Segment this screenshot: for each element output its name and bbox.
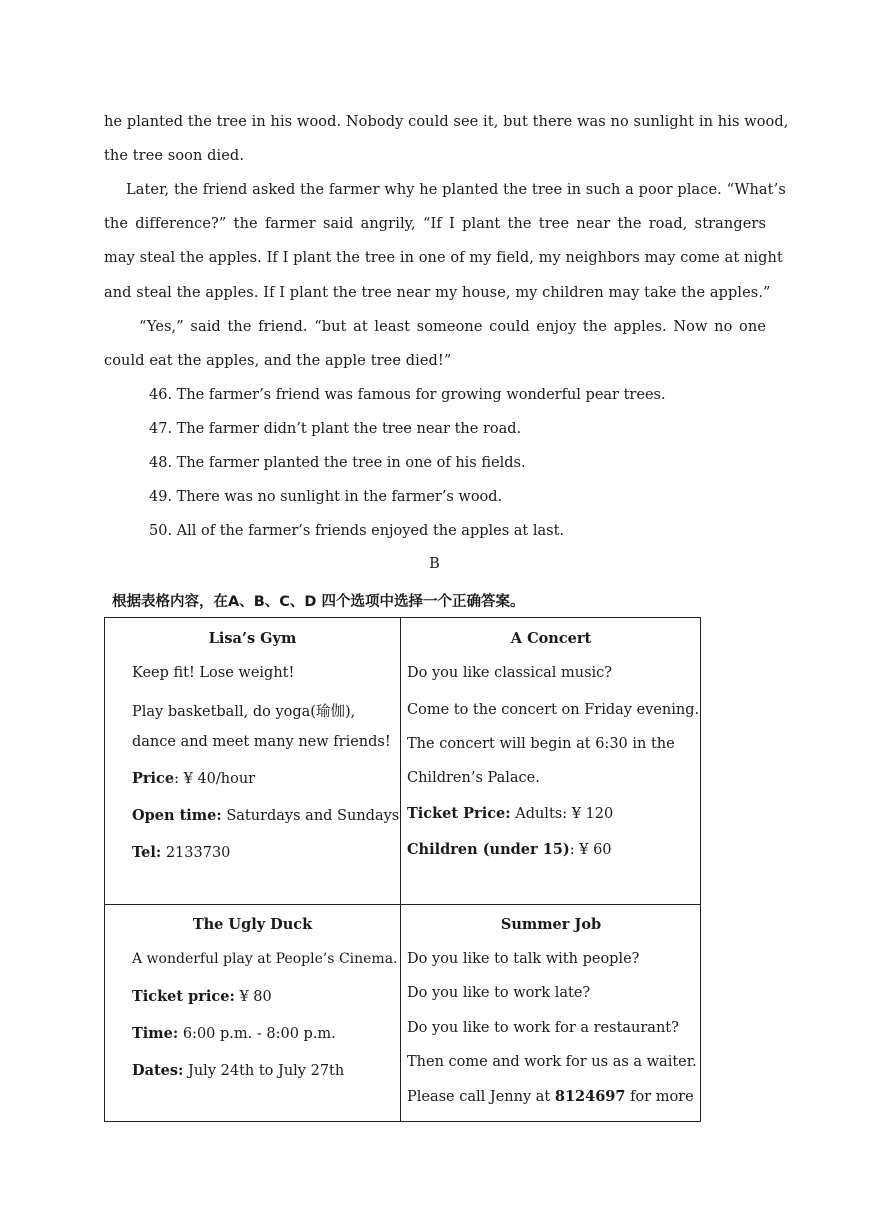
play-time xyxy=(132,1025,336,1042)
passage-line-8: could eat the apples, and the apple tree died!” xyxy=(104,353,452,369)
play-ticket-price xyxy=(132,988,272,1005)
gym-tel xyxy=(132,844,230,861)
cell-play xyxy=(105,905,400,1123)
play-dates-label: Dates: xyxy=(132,1062,184,1079)
gym-tel-label: Tel: xyxy=(132,844,162,861)
job-title: Summer Job xyxy=(500,916,602,933)
concert-ticket-price xyxy=(407,805,613,822)
play-dates-value: July 24th to July 27th xyxy=(183,1063,345,1079)
gym-title: Lisa’s Gym xyxy=(208,630,297,647)
passage-line-2: the tree soon died. xyxy=(104,148,245,164)
info-table xyxy=(104,617,701,1122)
passage-line-7: “Yes,” said the friend. “but at least someone could enjoy the apples. Now no one xyxy=(139,319,766,335)
gym-price-label: Price xyxy=(132,770,175,787)
play-time-value: 6:00 p.m. - 8:00 p.m. xyxy=(178,1026,336,1042)
cell-gym xyxy=(105,618,400,904)
concert-children-label: Children (under 15) xyxy=(407,841,570,858)
gym-price xyxy=(132,770,255,787)
passage-line-5: may steal the apples. If I plant the tree in one of my field, my neighbors may come at night xyxy=(104,250,783,266)
concert-children-value: : ¥ 60 xyxy=(569,842,612,858)
passage-line-3: Later, the friend asked the farmer why he planted the tree in such a poor place. “What’s xyxy=(126,182,786,198)
job-line-5 xyxy=(407,1088,694,1105)
job-line-5-post: for more xyxy=(625,1089,694,1105)
question-46: 46. The farmer’s friend was famous for growing wonderful pear trees. xyxy=(149,387,666,403)
cell-concert xyxy=(401,618,701,904)
section-label: B xyxy=(429,556,440,572)
concert-ticket-label: Ticket Price: xyxy=(407,805,511,822)
job-phone-number: 8124697 xyxy=(554,1088,626,1105)
gym-tel-value: 2133730 xyxy=(161,845,231,861)
question-50: 50. All of the farmer’s friends enjoyed the apples at last. xyxy=(149,523,565,539)
gym-line-2: Play basketball, do yoga(瑜伽), xyxy=(132,704,356,720)
concert-line-2: Come to the concert on Friday evening. xyxy=(407,702,700,718)
gym-open-value: Saturdays and Sundays xyxy=(221,808,400,824)
gym-line-1: Keep fit! Lose weight! xyxy=(132,665,295,681)
gym-line-3: dance and meet many new friends! xyxy=(132,734,391,750)
play-title: The Ugly Duck xyxy=(192,916,313,933)
job-line-4: Then come and work for us as a waiter. xyxy=(407,1054,697,1070)
instruction-text: 根据表格内容，在A、B、C、D 四个选项中选择一个正确答案。 xyxy=(112,594,525,610)
concert-title: A Concert xyxy=(510,630,592,647)
play-ticket-value: ¥ 80 xyxy=(234,989,272,1005)
gym-open-label: Open time: xyxy=(132,807,222,824)
cell-job xyxy=(401,905,701,1123)
concert-line-4: Children’s Palace. xyxy=(407,770,540,786)
concert-ticket-value: Adults: ¥ 120 xyxy=(510,806,614,822)
passage-line-4: the difference?” the farmer said angrily, “If I plant the tree near the road, strangers xyxy=(104,216,766,232)
job-line-5-pre: Please call Jenny at xyxy=(407,1089,555,1105)
play-ticket-label: Ticket price: xyxy=(132,988,235,1005)
play-line-1: A wonderful play at People’s Cinema. xyxy=(132,951,398,967)
concert-line-3: The concert will begin at 6:30 in the xyxy=(407,736,675,752)
concert-line-1: Do you like classical music? xyxy=(407,665,613,681)
gym-price-value: : ¥ 40/hour xyxy=(174,771,256,787)
job-line-3: Do you like to work for a restaurant? xyxy=(407,1020,679,1036)
question-48: 48. The farmer planted the tree in one of his fields. xyxy=(149,455,526,471)
question-47: 47. The farmer didn’t plant the tree near the road. xyxy=(149,421,522,437)
play-dates xyxy=(132,1062,344,1079)
passage-line-1: he planted the tree in his wood. Nobody could see it, but there was no sunlight in his wood, xyxy=(104,114,789,130)
job-line-1: Do you like to talk with people? xyxy=(407,951,640,967)
play-time-label: Time: xyxy=(132,1025,179,1042)
passage-line-6: and steal the apples. If I plant the tree near my house, my children may take the apples.” xyxy=(104,285,771,301)
concert-children-price xyxy=(407,841,612,858)
gym-open-time xyxy=(132,807,399,824)
job-line-2: Do you like to work late? xyxy=(407,985,591,1001)
question-49: 49. There was no sunlight in the farmer’s wood. xyxy=(149,489,503,505)
